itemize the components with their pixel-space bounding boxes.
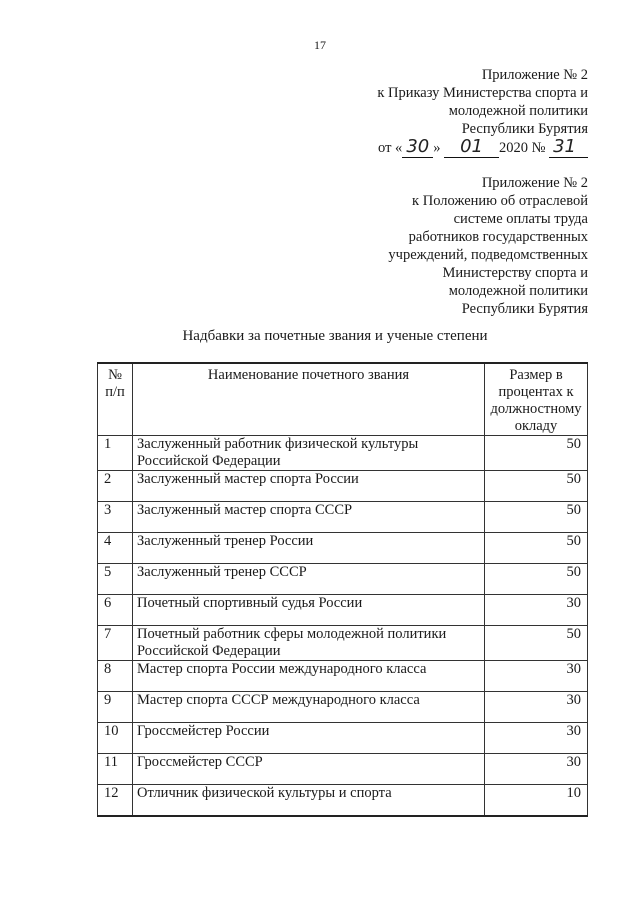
regulation-line: Республики Бурятия <box>461 301 588 317</box>
table-row <box>98 595 588 626</box>
awards-table <box>97 362 588 817</box>
table-row <box>98 723 588 754</box>
table-row <box>98 533 588 564</box>
header-number-symbol: № <box>108 367 122 383</box>
row-title: Заслуженный мастер спорта СССР <box>133 502 485 533</box>
row-percent: 30 <box>485 754 588 785</box>
ministry-line: молодежной политики <box>448 103 588 119</box>
order-date-line <box>377 138 588 157</box>
order-line: к Приказу Министерства спорта и <box>377 85 588 101</box>
table-row <box>98 502 588 533</box>
row-title: Заслуженный мастер спорта России <box>133 471 485 502</box>
row-number: 1 <box>98 436 133 471</box>
row-percent: 10 <box>485 785 588 816</box>
row-percent: 50 <box>485 436 588 471</box>
header-number-abbr: п/п <box>105 384 125 400</box>
header-name: Наименование почетного звания <box>133 363 485 436</box>
row-title: Мастер спорта России международного класса <box>133 661 485 692</box>
regulation-line: учреждений, подведомственных <box>388 247 588 263</box>
row-title: Заслуженный тренер России <box>133 533 485 564</box>
row-percent: 30 <box>485 723 588 754</box>
row-percent: 30 <box>485 661 588 692</box>
row-number: 3 <box>98 502 133 533</box>
table-row <box>98 626 588 661</box>
regulation-line: системе оплаты труда <box>453 211 588 227</box>
table-row <box>98 692 588 723</box>
date-mid: » <box>433 140 441 156</box>
table-row <box>98 436 588 471</box>
table-row <box>98 754 588 785</box>
row-title: Гроссмейстер России <box>133 723 485 754</box>
appendix-label: Приложение № 2 <box>481 67 588 83</box>
row-number: 10 <box>98 723 133 754</box>
appendix-label: Приложение № 2 <box>481 175 588 191</box>
table-row <box>98 564 588 595</box>
row-title: Заслуженный работник физической культуры Российской Федерации <box>133 436 485 471</box>
row-number: 5 <box>98 564 133 595</box>
regulation-line: Министерству спорта и <box>442 265 588 281</box>
table-row <box>98 471 588 502</box>
row-percent: 50 <box>485 626 588 661</box>
date-month-handwritten: 01 <box>444 136 499 158</box>
row-percent: 50 <box>485 471 588 502</box>
regulation-line: к Положению об отраслевой <box>412 193 588 209</box>
appendix-header-regulation <box>388 174 588 318</box>
date-day-handwritten: 30 <box>402 136 433 158</box>
table-row <box>98 661 588 692</box>
date-prefix: от « <box>378 140 403 156</box>
row-percent: 30 <box>485 595 588 626</box>
row-percent: 30 <box>485 692 588 723</box>
appendix-header-order <box>377 66 588 157</box>
row-percent: 50 <box>485 564 588 595</box>
row-title: Почетный спортивный судья России <box>133 595 485 626</box>
row-number: 8 <box>98 661 133 692</box>
header-number <box>98 363 133 436</box>
row-number: 4 <box>98 533 133 564</box>
republic-line: Республики Бурятия <box>461 121 588 137</box>
row-title: Отличник физической культуры и спорта <box>133 785 485 816</box>
table-row <box>98 785 588 816</box>
row-title: Гроссмейстер СССР <box>133 754 485 785</box>
regulation-line: работников государственных <box>408 229 588 245</box>
row-number: 6 <box>98 595 133 626</box>
row-title: Почетный работник сферы молодежной политики Российской Федерации <box>133 626 485 661</box>
row-title: Заслуженный тренер СССР <box>133 564 485 595</box>
row-number: 12 <box>98 785 133 816</box>
row-title: Мастер спорта СССР международного класса <box>133 692 485 723</box>
row-number: 2 <box>98 471 133 502</box>
row-number: 11 <box>98 754 133 785</box>
row-number: 9 <box>98 692 133 723</box>
header-size: Размер в процентах к должностному окладу <box>485 363 588 436</box>
page-number: 17 <box>314 38 326 52</box>
document-title: Надбавки за почетные звания и ученые степени <box>182 328 488 344</box>
row-percent: 50 <box>485 502 588 533</box>
date-year: 2020 № <box>499 140 546 156</box>
table-header-row <box>98 363 588 436</box>
order-number-handwritten: 31 <box>549 136 588 158</box>
regulation-line: молодежной политики <box>448 283 588 299</box>
row-number: 7 <box>98 626 133 661</box>
row-percent: 50 <box>485 533 588 564</box>
